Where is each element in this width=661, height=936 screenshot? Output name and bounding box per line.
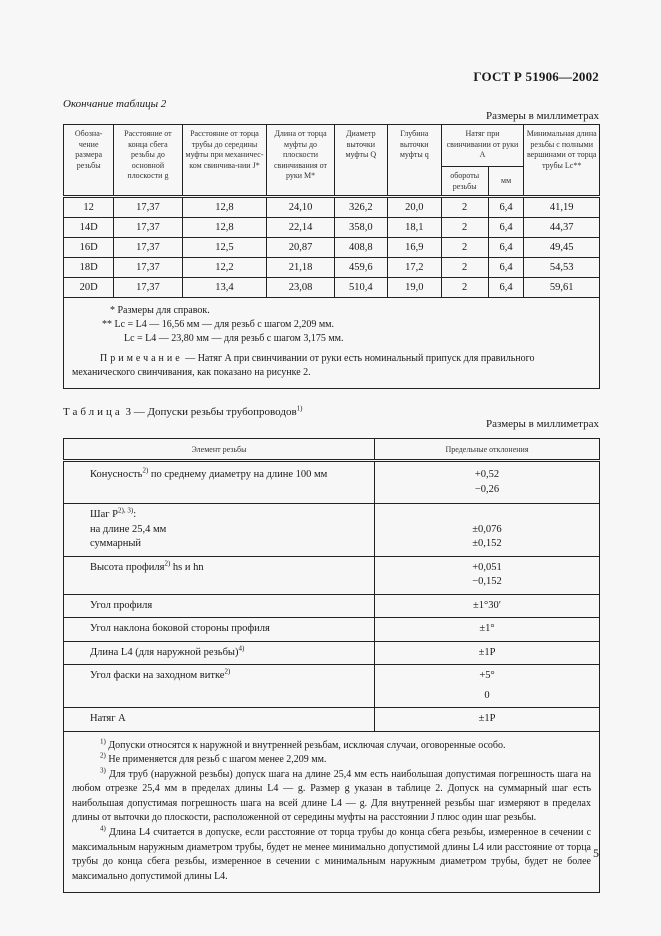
note-text: — Натяг A при свинчивании от руки есть номинальный припуск для правильного механического свинчивания, как показано на рисунке 2. bbox=[72, 353, 535, 378]
table-row: Угол профиля ±1°30′ bbox=[64, 594, 600, 618]
col-header-a: Натяг при свинчивании от руки A bbox=[441, 125, 524, 167]
subcol-turns: обороты резьбы bbox=[441, 167, 488, 197]
table-row: Угол наклона боковой стороны профиля ±1° bbox=[64, 618, 600, 642]
footnote-3: $^{3)}$ Для труб (наружной резьбы) допуск шага на длине 25,4 мм есть наибольшая допустимая погрешность шага на любом отрезке 25,4 мм в пределах длины L4 — g. Размер g указан в таблице 2. Допуск на суммарный шаг есть наибольшая допустимая погрешность шага на всей длине L4 — g. Для внутренней резьбы шаг измеряют в пределах длины от выточки до плоскости, расположенной от середины муфты на расстоянии J плюс один шаг резьбы. bbox=[72, 766, 592, 824]
col-header-lc: Минимальная длина резьбы с полными вершинами от торца трубы Lc** bbox=[524, 125, 600, 197]
subcol-mm: мм bbox=[488, 167, 524, 197]
table-row: 20D 17,37 13,4 23,08 510,4 19,0 2 6,4 59,61 bbox=[64, 278, 600, 298]
table2-notes bbox=[64, 298, 600, 389]
note-lc-2: Lc = L4 — 23,80 мм — для резьб с шагом 3,175 мм. bbox=[124, 333, 344, 344]
table3-units: Размеры в миллиметрах bbox=[486, 418, 599, 430]
note-reference-sizes: * Размеры для справок. bbox=[110, 305, 210, 316]
col-header-q-depth: Глубина выточки муфты q bbox=[388, 125, 441, 197]
standard-number: ГОСТ Р 51906—2002 bbox=[473, 69, 599, 84]
col-header-element: Элемент резьбы bbox=[64, 439, 375, 461]
note-label: Примечание bbox=[100, 353, 183, 364]
table-3 bbox=[63, 438, 600, 893]
table-row: 18D 17,37 12,2 21,18 459,6 17,2 2 6,4 54,53 bbox=[64, 258, 600, 278]
col-header-size: Обозна-чение размера резьбы bbox=[64, 125, 114, 197]
col-header-deviation: Предельные отклонения bbox=[375, 439, 600, 461]
col-header-m: Длина от торца муфты до плоскости свинчивания от руки M* bbox=[267, 125, 334, 197]
note-lc-1: ** Lc = L4 — 16,56 мм — для резьб с шагом 2,209 мм. bbox=[102, 319, 335, 330]
col-header-q-diameter: Диаметр выточки муфты Q bbox=[334, 125, 387, 197]
table2-caption: Окончание таблицы 2 bbox=[63, 98, 167, 110]
table-row: Натяг A ±1P bbox=[64, 708, 600, 732]
table-row: 14D 17,37 12,8 22,14 358,0 18,1 2 6,4 44,37 bbox=[64, 218, 600, 238]
table3-title: Таблица 3 — Допуски резьбы трубопроводов$^{1)}$ bbox=[63, 404, 303, 418]
table-row: Угол фаски на заходном витке$^{2)}$ +5° 0 bbox=[64, 665, 600, 708]
table-row: 16D 17,37 12,5 20,87 408,8 16,9 2 6,4 49,45 bbox=[64, 238, 600, 258]
table-row: Конусность$^{2)}$ по среднему диаметру на длине 100 мм +0,52 −0,26 bbox=[64, 461, 600, 504]
footnote-1: $^{1)}$ Допуски относятся к наружной и внутренней резьбам, исключая случаи, оговоренные особо. bbox=[100, 737, 506, 751]
note-primechanie bbox=[72, 352, 591, 380]
table-row: Высота профиля$^{2)}$ hs и hn +0,051 −0,152 bbox=[64, 556, 600, 594]
table-2 bbox=[63, 124, 600, 389]
table-row: Шаг $P^{2), 3)}$: на длине 25,4 мм суммарный ±0,076 ±0,152 bbox=[64, 504, 600, 557]
table-row: Длина L4 (для наружной резьбы)$^{4)}$ ±1P bbox=[64, 641, 600, 665]
table-row: 12 17,37 12,8 24,10 326,2 20,0 2 6,4 41,19 bbox=[64, 197, 600, 218]
col-header-g: Расстояние от конца сбега резьбы до основной плоскости g bbox=[114, 125, 182, 197]
col-header-j: Расстояние от торца трубы до середины муфты при механичес-ком свинчива-нии J* bbox=[182, 125, 267, 197]
table2-units: Размеры в миллиметрах bbox=[486, 110, 599, 122]
page-number: 5 bbox=[593, 846, 599, 860]
table3-footnotes bbox=[64, 731, 600, 893]
footnote-4: $^{4)}$ Длина L4 считается в допуске, если расстояние от торца трубы до конца сбега резьбы, измеренное в сечении с максимальным наружным диаметром трубы, будет не менее минимально допустимой длины L4 или расстояние от торца трубы до конца сбега резьбы, измеренное в сечении с минимальным наружным диаметром трубы, будет не более максимально допустимой длины L4. bbox=[72, 824, 592, 882]
footnote-2: $^{2)}$ Не применяется для резьб с шагом менее 2,209 мм. bbox=[100, 751, 327, 766]
